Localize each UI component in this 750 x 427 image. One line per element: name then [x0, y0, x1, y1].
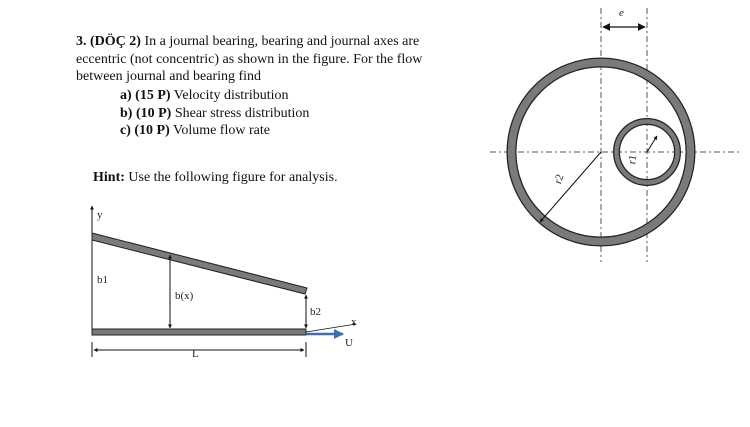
- inlet-gap-label: b1: [97, 274, 108, 286]
- eccentricity-label: e: [619, 7, 624, 19]
- inner-radius-label: r1: [626, 154, 640, 166]
- hint-label: Hint:: [93, 170, 125, 185]
- problem-number: 3.: [76, 34, 87, 49]
- problem-code: (DÖÇ 2): [90, 34, 141, 49]
- x-axis-label: x: [351, 316, 357, 328]
- hint-text: Use the following figure for analysis.: [124, 170, 338, 185]
- problem-text: In a journal bearing, bearing and journal axes are eccentric (not concentric) as shown in the figure. For the flow between journal and bearing find: [76, 34, 423, 84]
- journal-bearing-figure: [490, 7, 740, 262]
- velocity-label: U: [345, 337, 353, 349]
- part-a: a) (15 P) Velocity distribution: [120, 88, 289, 103]
- x-axis: [306, 324, 356, 332]
- local-gap-label: b(x): [175, 290, 194, 302]
- inner-radius-arrow: [647, 136, 657, 152]
- outer-radius-label: r2: [552, 172, 567, 186]
- length-label: L: [192, 348, 199, 360]
- part-c: c) (10 P) Volume flow rate: [120, 123, 270, 138]
- outer-radius-arrow: [540, 152, 601, 222]
- part-b: b) (10 P) Shear stress distribution: [120, 105, 310, 121]
- converging-channel-figure: [92, 206, 357, 360]
- y-axis-label: y: [97, 209, 103, 221]
- upper-inclined-plate: [92, 233, 307, 294]
- outlet-gap-label: b2: [310, 306, 321, 318]
- lower-moving-plate: [92, 329, 306, 335]
